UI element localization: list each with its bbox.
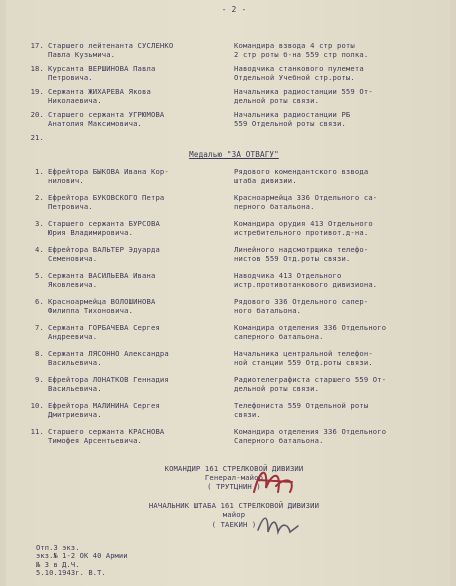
handwritten-signature-gray: [254, 510, 302, 540]
signature-chief-name: ( ТАЕКИН ): [211, 520, 257, 529]
item-number: 20.: [30, 110, 44, 119]
awardee-name: Сержанта ЛЯСОННО Александра Васильевича.: [48, 349, 169, 367]
item-number: 5.: [35, 271, 44, 280]
item-number: 1.: [35, 167, 44, 176]
signature-chief-rank: майор: [222, 510, 246, 519]
item-number: 21.: [30, 133, 44, 142]
distribution-note: Отп.3 экз. экз.№ 1-2 ОК 40 Армии № 3 в Д.Ч. 5.10.1943г. В.Т.: [36, 544, 128, 578]
awardee-position: Командира орудия 413 Отдельного истребительного противот.д-на.: [234, 219, 373, 237]
signature-chief-title: НАЧАЛЬНИК ШТАБА 161 СТРЕЛКОВОЙ ДИВИЗИИ: [148, 501, 320, 510]
page-number: - 2 -: [221, 5, 247, 14]
item-number: 3.: [35, 219, 44, 228]
awardee-name: Старшего лейтенанта СУСЛЕНКО Павла Кузьмича.: [48, 41, 174, 59]
item-number: 11.: [30, 427, 44, 436]
section-title: Медалью "ЗА ОТВАГУ": [189, 150, 279, 159]
awardee-name: Сержанта ЖИХАРЕВА Якова Николаевича.: [48, 87, 151, 105]
awardee-position: Телефониста 559 Отдельной роты связи.: [234, 401, 369, 419]
awardee-position: Начальника радиостанции 559 От- дельной роты связи.: [234, 87, 373, 105]
awardee-position: Командира отделения 336 Отдельного Саперного батальона.: [234, 427, 387, 445]
awardee-name: Ефрейтора ВАЛЬТЕР Эдуарда Семеновича.: [48, 245, 160, 263]
awardee-position: Радиотелеграфиста старшего 559 От- дельной роты связи.: [234, 375, 387, 393]
awardee-position: Рядового 336 Отдельного сапер- ного батальона.: [234, 297, 369, 315]
awardee-position: Наводчика 413 Отдельного истр.противотанкового дивизиона.: [234, 271, 378, 289]
document-page: [6, 0, 450, 586]
awardee-name: Ефрейтора МАЛИНИНА Сергея Дмитриевича.: [48, 401, 160, 419]
awardee-name: Старшего сержанта КРАСНОВА Тимофея Арсентьевича.: [48, 427, 165, 445]
item-number: 6.: [35, 297, 44, 306]
item-number: 10.: [30, 401, 44, 410]
awardee-name: Курсанта ВЕРШИНОВА Павла Петровича.: [48, 64, 156, 82]
item-number: 4.: [35, 245, 44, 254]
item-number: 2.: [35, 193, 44, 202]
item-number: 7.: [35, 323, 44, 332]
awardee-name: Сержанта ВАСИЛЬЕВА Ивана Яковлевича.: [48, 271, 156, 289]
item-number: 17.: [30, 41, 44, 50]
awardee-name: Красноармейца ВОЛОШИНОВА Филиппа Тихоновича.: [48, 297, 156, 315]
signature-commander-rank: Генерал-майор: [204, 473, 264, 482]
item-number: 8.: [35, 349, 44, 358]
awardee-position: Линейного надсмотрщика телефо- нистов 559 Отд.роты связи.: [234, 245, 369, 263]
awardee-position: Начальника радиостанции РБ 559 Отдельной роты связи.: [234, 110, 351, 128]
awardee-position: Командира отделения 336 Отдельного саперного батальона.: [234, 323, 387, 341]
awardee-name: Старшего сержанта УГРЮМОВА Анатолия Максимовича.: [48, 110, 165, 128]
awardee-name: Ефрейтора БУКОВСКОГО Петра Петровича.: [48, 193, 165, 211]
awardee-position: Наводчика станкового пулемета Отдельной Учебной стр.роты.: [234, 64, 364, 82]
awardee-name: Ефрейтора ЛОНАТКОВ Геннадия Васильевича.: [48, 375, 169, 393]
item-number: 18.: [30, 64, 44, 73]
item-number: 9.: [35, 375, 44, 384]
item-number: 19.: [30, 87, 44, 96]
signature-commander-name: ( ТРУТЦНИН ): [207, 482, 261, 491]
awardee-name: Ефрейтора БЫКОВА Ивана Кор- нилович.: [48, 167, 169, 185]
awardee-name: Сержанта ГОРБАЧЕВА Сергея Андреевича.: [48, 323, 160, 341]
awardee-name: Старшего сержанта БУРСОВА Юрия Владимировича.: [48, 219, 160, 237]
awardee-position: Рядового комендантского взвода штаба дивизии.: [234, 167, 369, 185]
signature-commander-title: КОМАНДИР 161 СТРЕЛКОВОЙ ДИВИЗИИ: [164, 464, 304, 473]
handwritten-signature-red: [246, 462, 306, 502]
awardee-position: Красноармейца 336 Отдельного са- перного батальона.: [234, 193, 378, 211]
awardee-position: Командира взвода 4 стр роты 2 стр роты б-на 559 стр полка.: [234, 41, 369, 59]
awardee-position: Начальника центральной телефон- ной станции 559 Отд.роты связи.: [234, 349, 373, 367]
